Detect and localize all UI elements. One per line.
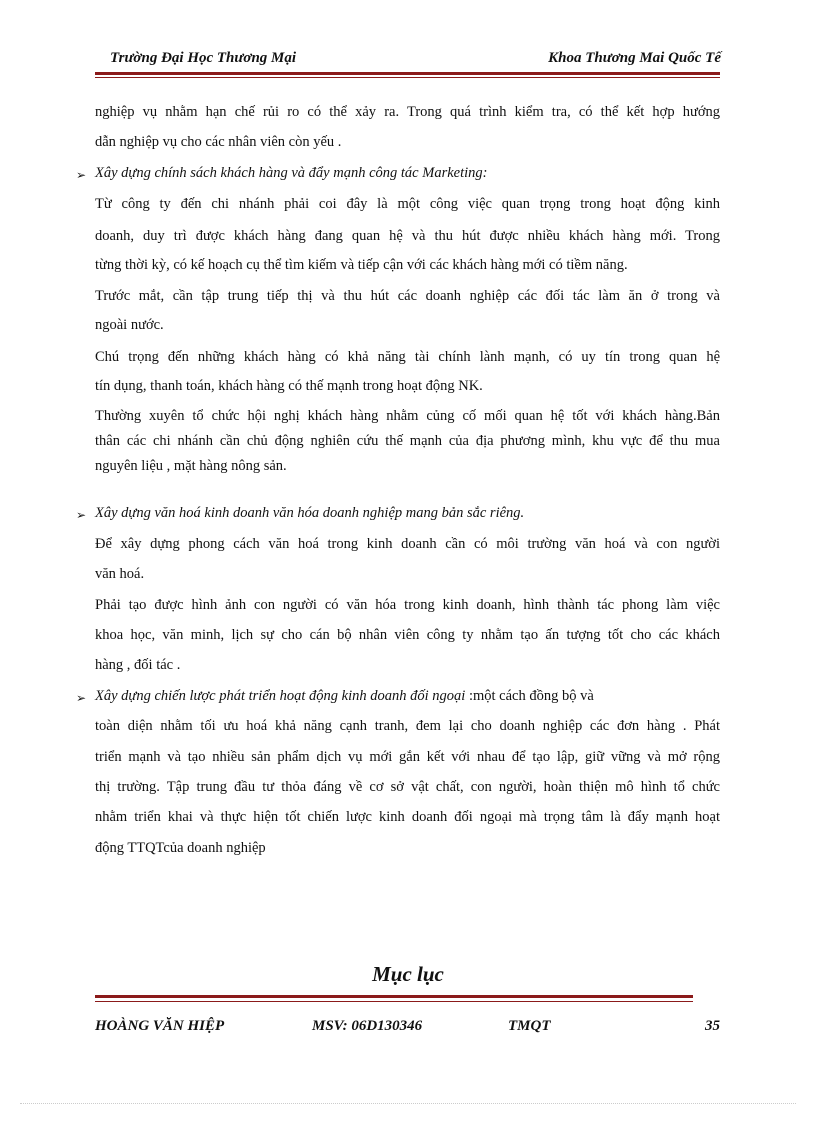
text-line: Phải tạo được hình ảnh con người có văn hóa trong kinh doanh, hình thành tác phong làm việc: [95, 597, 720, 613]
bullet-heading-customer-policy: Xây dựng chính sách khách hàng và đẩy mạnh công tác Marketing:: [95, 165, 488, 181]
text-line: Chú trọng đến những khách hàng có khả năng tài chính lành mạnh, có uy tín trong quan hệ: [95, 349, 720, 365]
text-line: nghiệp vụ nhằm hạn chế rủi ro có thể xảy ra. Trong quá trình kiểm tra, có thể kết hợp hướng: [95, 104, 720, 120]
header-school: Trường Đại Học Thương Mại: [110, 50, 297, 66]
header-faculty: Khoa Thương Mai Quốc Tế: [548, 50, 721, 66]
text-line: từng thời kỳ, có kế hoạch cụ thể tìm kiếm và tiếp cận với các khách hàng mới có tiềm năng.: [95, 257, 628, 273]
text-line: Trước mắt, cần tập trung tiếp thị và thu hút các doanh nghiệp các đối tác làm ăn ở trong và: [95, 288, 720, 304]
text-line: tín dụng, thanh toán, khách hàng có thế mạnh trong hoạt động NK.: [95, 378, 483, 394]
text-line: nguyên liệu , mặt hàng nông sản.: [95, 458, 287, 474]
text-line: dẫn nghiệp vụ cho các nhân viên còn yếu .: [95, 134, 342, 150]
text-line: toàn diện nhằm tối ưu hoá khả năng cạnh tranh, đem lại cho doanh nghiệp các đơn hàng . Phát: [95, 718, 720, 734]
text-line: Thường xuyên tổ chức hội nghị khách hàng nhằm củng cố mối quan hệ tốt với khách hàng.Bản: [95, 408, 720, 424]
bullet-heading-strategy: [95, 688, 594, 705]
text-line: Từ công ty đến chi nhánh phải coi đây là một công việc quan trọng trong hoạt động kinh: [95, 196, 720, 212]
bullet-heading-strategy-italic: Xây dựng chiến lược phát triển hoạt động kinh doanh đối ngoại: [95, 688, 469, 704]
text-line: ngoài nước.: [95, 317, 164, 333]
footer-rule: [95, 995, 693, 1002]
footer-page-number: 35: [705, 1018, 720, 1034]
bullet-arrow-icon: ➢: [76, 508, 87, 522]
text-line: nhằm triển khai và thực hiện tốt chiến lược kinh doanh đối ngoại mà trọng tâm là đẩy mạnh hoạt: [95, 809, 720, 825]
footer-student-id: MSV: 06D130346: [312, 1018, 423, 1034]
header-rule: [95, 72, 720, 78]
page-bottom-edge: [20, 1103, 796, 1104]
bullet-heading-strategy-rest: :một cách đồng bộ và: [468, 688, 594, 704]
text-line: triển mạnh và tạo nhiều sản phẩm dịch vụ mới gắn kết với nhau để tạo lập, giữ vững và mở rộng: [95, 749, 720, 765]
text-line: hàng , đối tác .: [95, 657, 181, 673]
text-line: văn hoá.: [95, 566, 145, 582]
text-line: thị trường. Tập trung đầu tư thỏa đáng về cơ sở vật chất, con người, hoàn thiện mô hình tổ chức: [95, 779, 720, 795]
footer-major: TMQT: [508, 1018, 551, 1034]
text-line: thân các chi nhánh cần chủ động nghiên cứu thế mạnh của địa phương mình, khu vực để thu mua: [95, 433, 720, 449]
text-line: động TTQTcủa doanh nghiệp: [95, 840, 266, 856]
footer-author: HOÀNG VĂN HIỆP: [95, 1018, 225, 1034]
text-line: khoa học, văn minh, lịch sự cho cán bộ nhân viên công ty nhằm tạo ấn tượng tốt cho các khách: [95, 627, 720, 643]
text-line: Để xây dựng phong cách văn hoá trong kinh doanh cần có môi trường văn hoá và con người: [95, 536, 720, 552]
bullet-arrow-icon: ➢: [76, 691, 87, 705]
bullet-arrow-icon: ➢: [76, 168, 87, 182]
bullet-heading-business-culture: Xây dựng văn hoá kinh doanh văn hóa doanh nghiệp mang bản sắc riêng.: [95, 505, 525, 521]
toc-title: Mục lục: [372, 962, 444, 986]
text-line: doanh, duy trì được khách hàng đang quan hệ và thu hút được nhiều khách hàng mới. Trong: [95, 228, 720, 244]
